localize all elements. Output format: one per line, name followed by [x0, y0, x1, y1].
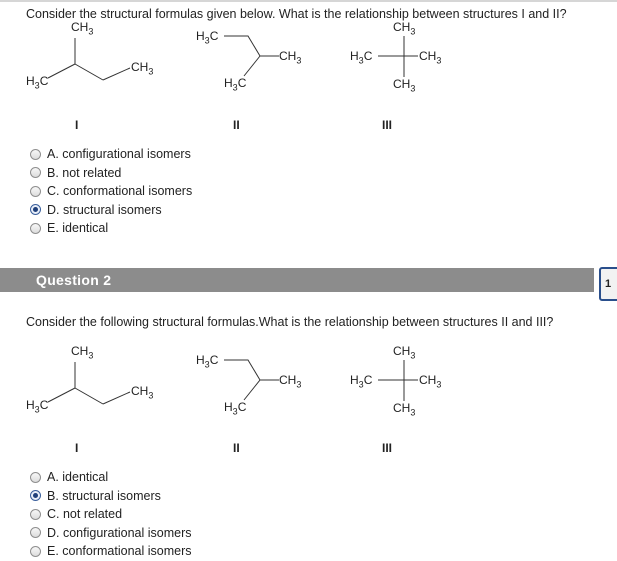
roman-II: II [233, 441, 240, 455]
q1-option-d[interactable] [30, 201, 192, 220]
radio-button[interactable] [30, 167, 41, 178]
bond [48, 388, 75, 402]
struct-3-left-h3c: $H_3C$ [350, 49, 373, 66]
struct-3-top-ch3: $CH_3$ [393, 20, 416, 37]
roman-I: I [75, 441, 79, 455]
bond [48, 64, 75, 78]
option-label: E. identical [47, 221, 109, 236]
struct-3-right-ch3: $CH_3$ [419, 49, 442, 66]
q2-option-c[interactable] [30, 505, 192, 524]
bond [224, 36, 260, 56]
radio-button[interactable] [30, 546, 41, 557]
radio-button[interactable] [30, 186, 41, 197]
struct-1-right-ch3: $CH_3$ [131, 384, 154, 401]
struct-2-right-ch3: $CH_3$ [279, 373, 302, 390]
top-divider [0, 0, 617, 2]
struct-2-top-h3c: $H_3C$ [196, 29, 219, 46]
struct-3-bottom-ch3: $CH_3$ [393, 77, 416, 94]
option-label: B. not related [47, 165, 122, 180]
bond [103, 392, 130, 404]
option-label: A. configurational isomers [47, 147, 191, 162]
radio-button[interactable] [30, 223, 41, 234]
q2-option-d[interactable] [30, 524, 192, 543]
radio-button[interactable] [30, 472, 41, 483]
bond [75, 64, 103, 80]
option-label: C. not related [47, 507, 123, 522]
struct-1-left-h3c: $H_3C$ [26, 74, 49, 91]
struct-1-top-ch3: $CH_3$ [71, 20, 94, 37]
struct-2-bottom-h3c: $H_3C$ [224, 76, 247, 93]
struct-2-bottom-h3c: $H_3C$ [224, 400, 247, 417]
option-label: A. identical [47, 470, 109, 485]
radio-button[interactable] [30, 149, 41, 160]
question-2-text: Consider the following structural formulas.What is the relationship between structures II and III? [26, 315, 554, 329]
struct-1-left-h3c: $H_3C$ [26, 398, 49, 415]
option-label: C. conformational isomers [47, 184, 193, 199]
bond [244, 56, 260, 76]
struct-3-right-ch3: $CH_3$ [419, 373, 442, 390]
roman-II: II [233, 118, 240, 132]
struct-1-right-ch3: $CH_3$ [131, 60, 154, 77]
roman-I: I [75, 118, 79, 132]
q2-option-a[interactable] [30, 468, 192, 487]
q2-option-b[interactable] [30, 487, 192, 506]
question-1-structures [0, 18, 617, 132]
q1-option-b[interactable] [30, 164, 192, 183]
radio-button-selected[interactable] [30, 490, 41, 501]
question-2-header: Question 2 [0, 268, 594, 292]
roman-III: III [382, 118, 393, 132]
question-2-structures [0, 342, 617, 455]
bond [244, 380, 260, 400]
q1-option-a[interactable] [30, 145, 192, 164]
bond [103, 68, 130, 80]
radio-button[interactable] [30, 527, 41, 538]
question-1-text: Consider the structural formulas given below. What is the relationship between structures I and II? [26, 7, 567, 21]
question-2-options [30, 468, 192, 561]
option-label: E. conformational isomers [47, 544, 192, 559]
q1-option-c[interactable] [30, 182, 192, 201]
bond [75, 388, 103, 404]
option-label: D. configurational isomers [47, 525, 192, 540]
q1-option-e[interactable] [30, 219, 192, 238]
struct-2-right-ch3: $CH_3$ [279, 49, 302, 66]
bond [224, 360, 260, 380]
question-nav-tab[interactable]: 1 [599, 267, 617, 301]
struct-2-top-h3c: $H_3C$ [196, 353, 219, 370]
roman-III: III [382, 441, 393, 455]
radio-button-selected[interactable] [30, 204, 41, 215]
radio-button[interactable] [30, 509, 41, 520]
struct-1-top-ch3: $CH_3$ [71, 344, 94, 361]
option-label: B. structural isomers [47, 488, 161, 503]
q2-option-e[interactable] [30, 542, 192, 561]
struct-3-top-ch3: $CH_3$ [393, 344, 416, 361]
option-label: D. structural isomers [47, 202, 162, 217]
struct-3-bottom-ch3: $CH_3$ [393, 401, 416, 418]
struct-3-left-h3c: $H_3C$ [350, 373, 373, 390]
question-1-options [30, 145, 192, 238]
